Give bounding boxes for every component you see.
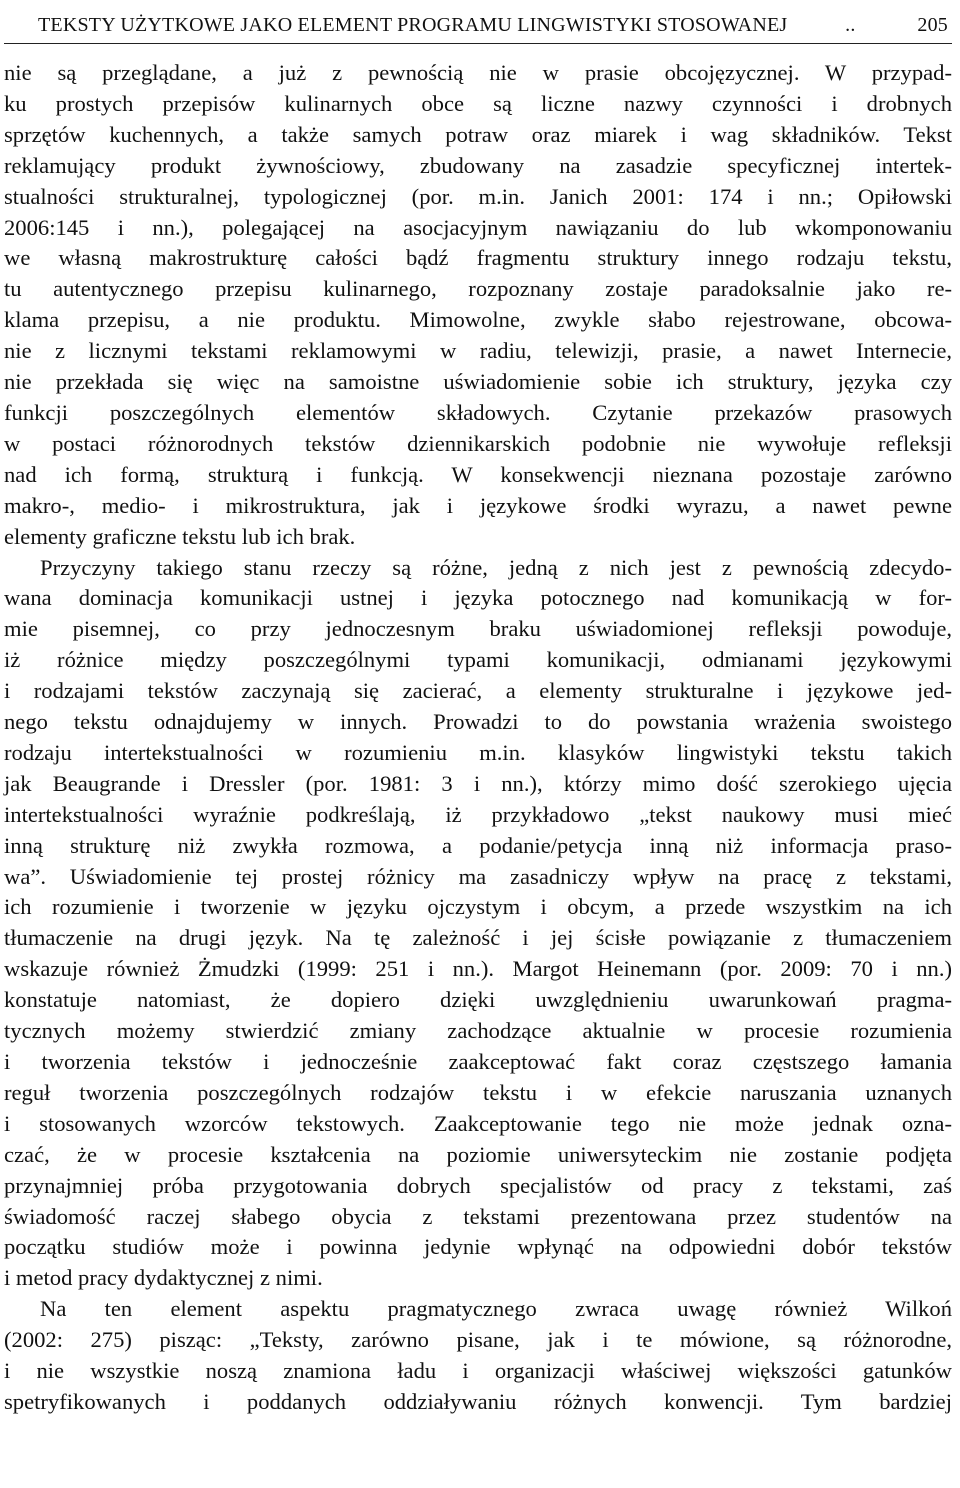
text-line: (2002: 275) pisząc: „Teksty, zarówno pisane, jak i te mówione, są różnorodne, (4, 1327, 952, 1353)
text-line: nie przekłada się więc na samoistne uświadomienie sobie ich struktury, języka czy (4, 369, 952, 395)
text-line: funkcji poszczególnych elementów składowych. Czytanie przekazów prasowych (4, 399, 952, 425)
text-line: i tworzenia tekstów i jednocześnie zaakceptować fakt coraz częstszego łamania (4, 1049, 952, 1074)
text-line: nie z licznymi tekstami reklamowymi w radiu, telewizji, prasie, a nawet Internecie, (4, 338, 952, 364)
text-line: przynajmniej próba przygotowania dobrych specjalistów od pracy z tekstami, zaś (4, 1172, 952, 1198)
text-line: mie pisemnej, co przy jednoczesnym braku uświadomionej refleksji powoduje, (4, 616, 952, 642)
text-line: nie są przeglądane, a już z pewnością nie w prasie obcojęzycznej. W przypad- (4, 60, 952, 85)
text-line: początku studiów może i powinna jedynie wpłynąć na odpowiedni dobór tekstów (4, 1234, 952, 1260)
text-line: tycznych możemy stwierdzić zmiany zachodzące aktualnie w procesie rozumienia (4, 1018, 952, 1044)
text-line: nad ich formą, strukturą i funkcją. W konsekwencji nieznana pozostaje zarówno (4, 461, 952, 487)
text-line: spetryfikowanych i poddanych oddziaływaniu różnych konwencji. Tym bardziej (4, 1388, 952, 1414)
text-line: i rodzajami tekstów zaczynają się zacierać, a elementy strukturalne i językowe jed- (4, 678, 952, 704)
text-line: i metod pracy dydaktycznej z nimi. (4, 1265, 323, 1291)
text-line: i nie wszystkie noszą znamiona ładu i organizacji właściwej większości gatunków (4, 1358, 952, 1384)
text-line: nego tekstu odnajdujemy w innych. Prowadzi to do powstania wrażenia swoistego (4, 709, 952, 735)
text-line: ku prostych przepisów kulinarnych obce są liczne nazwy czynności i drobnych (4, 90, 952, 116)
text-line: Na ten element aspektu pragmatycznego zwraca uwagę również Wilkoń (40, 1296, 952, 1322)
body-text (4, 44, 952, 1418)
text-line: elementy graficzne tekstu lub ich brak. (4, 523, 356, 549)
text-line: tłumaczenie na drugi język. Na tę zależność i jej ścisłe powiązanie z tłumaczeniem (4, 925, 952, 951)
text-line: konstatuje natomiast, że dopiero dzięki uwzględnieniu uwarunkowań pragma- (4, 987, 952, 1013)
text-line: wskazuje również Żmudzki (1999: 251 i nn.). Margot Heinemann (por. 2009: 70 i nn.) (4, 956, 952, 982)
text-line: iż różnice między poszczególnymi typami komunikacji, odmianami językowymi (4, 647, 952, 673)
text-line: 2006:145 i nn.), polegającej na asocjacyjnym nawiązaniu do lub wkomponowaniu (4, 214, 952, 240)
text-line: rodzaju intertekstualności w rozumieniu m.in. klasyków lingwistyki tekstu takich (4, 739, 952, 765)
page-number: 205 (917, 14, 948, 36)
text-line: wana dominacja komunikacji ustnej i języka potocznego nad komunikacją w for- (4, 585, 952, 611)
text-line: sprzętów kuchennych, a także samych potraw oraz miarek i wag składników. Tekst (4, 121, 952, 147)
text-line: we własną makrostrukturę całości bądź fragmentu struktury innego rodzaju tekstu, (4, 245, 952, 271)
text-line: inną strukturę niż zwykła rozmowa, a podanie/petycja inną niż informacja praso- (4, 832, 952, 858)
text-line: w postaci różnorodnych tekstów dziennikarskich podobnie nie wywołuje refleksji (4, 430, 952, 456)
text-line: stualności strukturalnej, typologicznej (por. m.in. Janich 2001: 174 i nn.; Opiłowski (4, 183, 952, 209)
header-separator: .. (845, 14, 856, 36)
text-line: klama przepisu, a nie produktu. Mimowolne, zwykle słabo rejestrowane, obcowa- (4, 307, 952, 333)
text-line: reklamujący produkt żywnościowy, zbudowany na zasadzie specyficznej intertek- (4, 152, 952, 178)
text-line: makro-, medio- i mikrostruktura, jak i językowe środki wyrazu, a nawet pewne (4, 492, 952, 518)
text-line: Przyczyny takiego stanu rzeczy są różne, jedną z nich jest z pewnością zdecydo- (40, 554, 952, 580)
running-header (4, 0, 952, 44)
text-line: tu autentycznego przepisu kulinarnego, rozpoznany zostaje paradoksalnie jako re- (4, 276, 952, 302)
text-line: świadomość raczej słabego obycia z tekstami prezentowana przez studentów na (4, 1203, 952, 1229)
text-line: intertekstualności wyraźnie podkreślają, iż przykładowo „tekst naukowy musi mieć (4, 801, 952, 827)
text-line: czać, że w procesie kształcenia na poziomie uniwersyteckim nie zostanie podjęta (4, 1141, 952, 1167)
text-line: ich rozumienie i tworzenie w języku ojczystym i obcym, a przede wszystkim na ich (4, 894, 952, 920)
text-line: reguł tworzenia poszczególnych rodzajów tekstu i w efekcie naruszania uznanych (4, 1079, 952, 1105)
document-page (4, 0, 952, 1488)
text-line: i stosowanych wzorców tekstowych. Zaakceptowanie tego nie może jednak ozna- (4, 1110, 952, 1136)
text-line: wa”. Uświadomienie tej prostej różnicy ma zasadniczy wpływ na pracę z tekstami, (4, 863, 952, 889)
header-title: TEKSTY UŻYTKOWE JAKO ELEMENT PROGRAMU LINGWISTYKI STOSOWANEJ (38, 14, 788, 36)
text-line: jak Beaugrande i Dressler (por. 1981: 3 i nn.), którzy mimo dość szerokiego ujęcia (4, 770, 952, 796)
